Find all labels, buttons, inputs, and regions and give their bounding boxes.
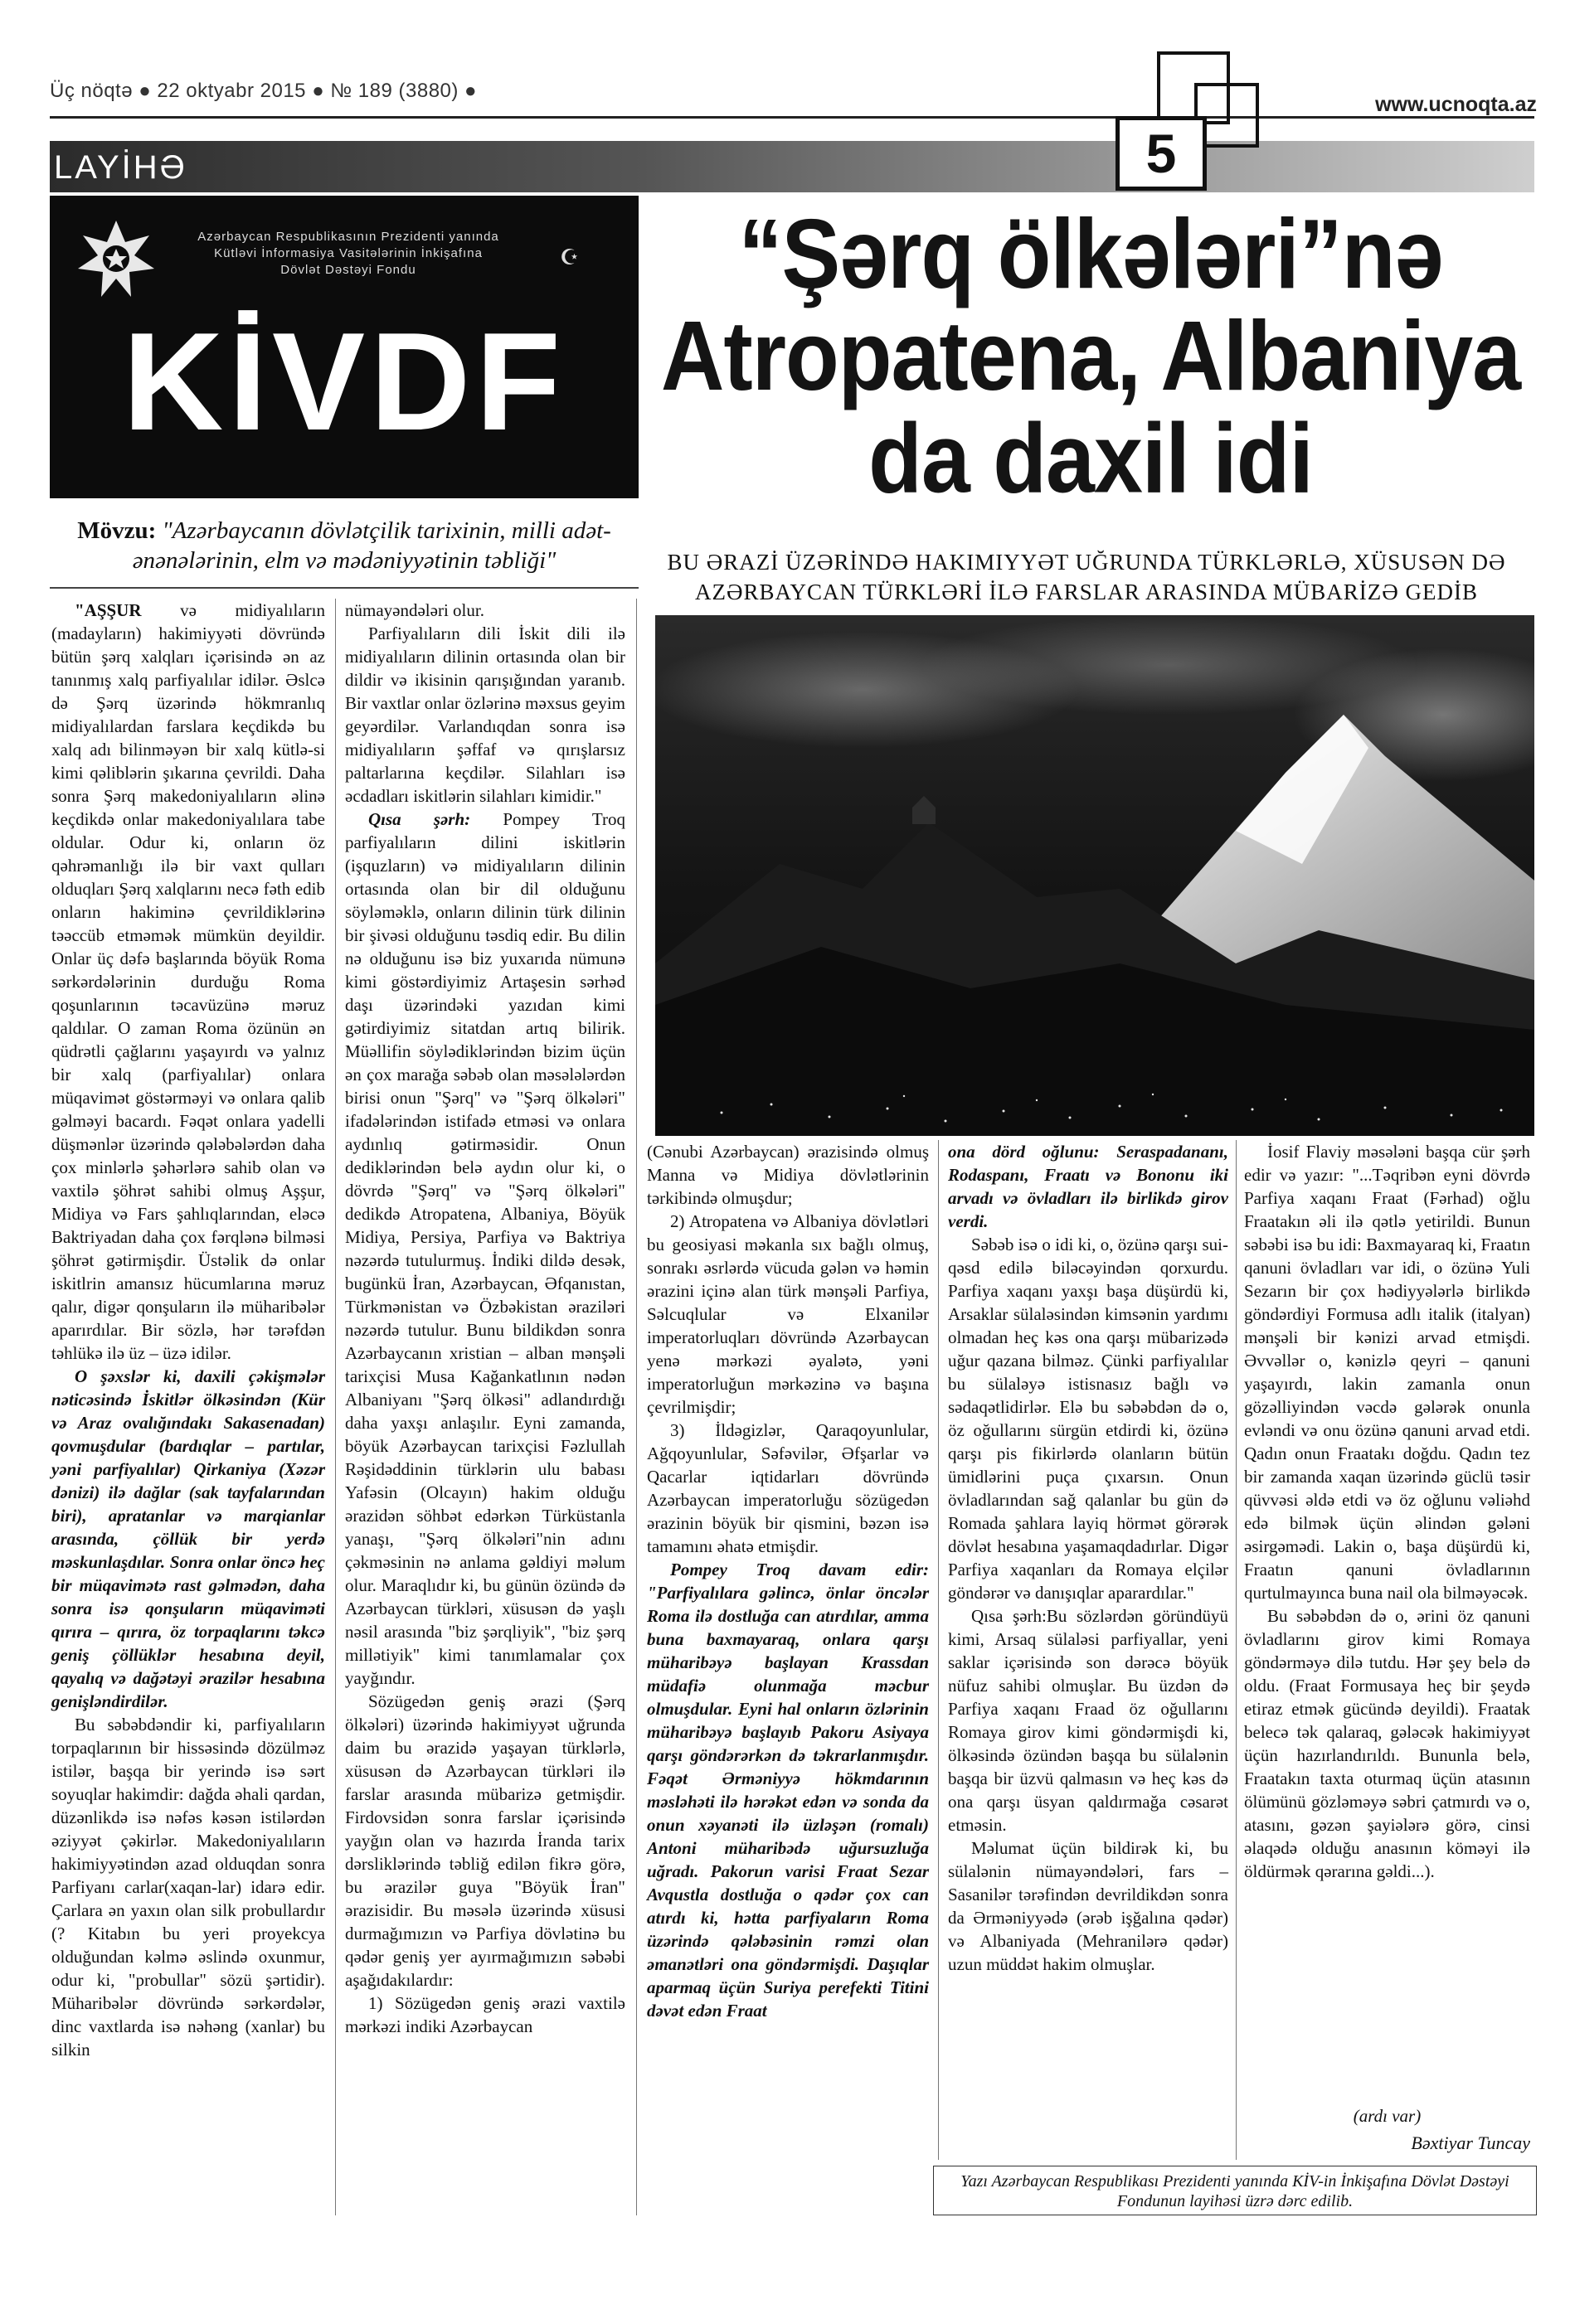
website-link[interactable]: www.ucnoqta.az [1375,93,1537,116]
column-rule [938,1140,939,2160]
star-emblem-icon [75,217,158,300]
fund-description-line: Kütləvi İnformasiya Vasitələrinin İnkişafına [214,246,483,260]
mountain-photo [655,615,1534,1136]
paragraph: Pompey Troq parfiyalıların dilini iskitlərin (işquzların) və midiyalıların dilinin ortasında olan bir dil olduğunu söyləməklə, onların dilinin türk dilinin bir şivəsi olduğunu təsdiq edir. Bu dilin nə olduğunu isə biz yuxarıda nümunə kimi göstərdiyimiz Artaşesin sərhəd daşı üzərindəki yazıdan kimi gətirdiyimiz sitatdan artıq bilirik. Müəllifin söylədiklərindən bizim üçün ən çox marağa səbəb olan məsələlərdən birisi onun "Şərq" və "Şərq ölkələri" ifadələrindən istifadə etməsi və onlara aydınlıq gətirməsidir. Onun dediklərindən belə aydın olur ki, o dövrdə "Şərq" və "Şərq ölkələri" dedikdə Atropatena, Albaniya, Böyük Midiya, Persiya, Parfiya və Baktriya nəzərdə tutulurmuş. İndiki dildə desək, bugünkü İran, Azərbaycan, Əfqanıstan, Türkmənistan və Özbəkistan əraziləri nəzərdə tutulur. Bunu bildikdən sonra Azərbaycanın xristian – alban mənşəli tarixçisi Musa Kağankatlının nədən Albaniyanı "Şərq ölkəsi" adlandırdığı daha yaxşı anlaşılır. Eyni zamanda, böyük Azərbaycan tarixçisi Fəzlullah Rəşidəddinin türklərin ulu babası Yafəsin (Olcayın) hakim olduğu ərazidən söhbət edərkən Türküstanla yanaşı, "Şərq ölkələri"nin adını çəkməsinin nə anlama gəldiyi məlum olur. Maraqlıdır ki, bu günün özündə də Azərbaycan türkləri, xüsusən də yaşlı nəsil arasında "biz şərqliyik", "biz şərq millətiyik" kimi tanımlamalar çox yayğındır. [345,809,625,1688]
paragraph: 2) Atropatena və Albaniya dövlətləri bu geosiyasi məkanla sıx bağlı olmuş, sonrakı əsrlərdə vücuda gələn və həmin ərazini içinə alan türk mənşəli Parfiya, Səlcuqlular və Elxanilər imperatorluqları dövründə Azərbaycan yenə mərkəzi əyalətə, yəni imperatorluğun mərkəzinə və başına çevrilmişdir; [647,1211,929,1417]
top-rule [50,116,1534,119]
footnote: Yazı Azərbaycan Respublikası Prezidenti yanında KİV-in İnkişafına Dövlət Dəstəyi Fondunun layihəsi üzrə dərc edilib. [933,2166,1537,2215]
paragraph: ona dörd oğlunu: Seraspadananı, Rodaspanı, Fraatı və Bononu iki arvadı və övladları ilə birlikdə girov verdi. [948,1142,1228,1231]
fund-description [166,229,531,279]
issue-number: № 189 (3880) [330,80,459,102]
continued-note: (ardı var) [1353,2106,1422,2126]
article-column-2 [345,599,625,2038]
paragraph: Səbəb isə o idi ki, o, özünə qarşı sui-qəsd edilə biləcəyindən qorxurdu. Parfiya xaqanı yaxşı başa düşürdü ki, Arsaklar sülaləsindən kimsənin yardımı olmadan heç kəs ona qarşı mübarizədə uğur qazana bilməz. Çünki parfiyalılar bu sülaləyə istisnasız bağlı və sədaqətlidirlər. Elə bu səbəbdən də o, öz oğullarını sürgün etdirdi ki, özünə qarşı pis fikirlərdə olanların bütün ümidlərini puça çıxarsın. Onun övladlarından sağ qalanlar bu gün də Romada şahlara layiq hörmət görərək dövlət hesabına yaşamaqdadırlar. Digər Parfiya xaqanları da Romaya elçilər göndərər və danışıqlar aparardılar." [948,1235,1228,1603]
column-rule [335,599,336,2215]
article-column-1 [51,599,325,2061]
author-signature: Bəxtiyar Tuncay [1411,2132,1530,2153]
kivdf-logo: KİVDF [123,303,566,459]
mountain-photo-illustration [655,615,1534,1136]
headline-line: da daxil idi [868,403,1313,514]
headline-line: Atropatena, Albaniya [660,301,1521,411]
article-column-5 [1244,1140,1530,1883]
comment-label: Qısa şərh: [368,809,471,829]
topic-text: "Azərbaycanın dövlətçilik tarixinin, milli adət-ənənələrinin, elm və mədəniyyətinin təbliği" [132,517,611,574]
article-column-3 [647,1140,929,2022]
paragraph: Sözügedən geniş ərazi (Şərq ölkələri) üzərində hakimiyyət uğrunda daim bu ərazidə yaşayan türklərlə, xüsusən də Azərbaycan türkləri ilə farslar arasında mübarizə getmişdir. Firdovsidən sonra farslar içərisində yayğın olan və hazırda İranda tarix dərsliklərində təbliğ edilən fikrə görə, bu ərazilər guya "Böyük İran" ərazisidir. Bu məsələ üzərində xüsusi durmağımızın və Parfiya dövlətinə bu qədər geniş yer ayırmağımızın səbəbi aşağıdakılardır: [345,1691,625,1990]
section-tag: LAYİHƏ [54,149,187,186]
fund-description-line: Dövlət Dəstəyi Fondu [280,263,416,277]
issue-date: 22 oktyabr 2015 [157,80,307,102]
article-column-4 [948,1140,1228,1976]
paragraph: Bu səbəbdən də o, ərini öz qanuni övladlarını girov kimi Romaya göndərməyə dilə tutdu. Hər şey belə də oldu. (Fraat Formusaya heç bir şeydə etiraz etmək gücündə deyildi). Fraatak belecə tək qalaraq, gələcək hakimiyyət üçün hazırlandırıldı. Bununla belə, Fraatakın taxta oturmaq üçün atasının ölümünü gözləməyə səbri çatmırdı və o, atasını, gəzən şayiələrə görə, cinsi əlaqədə olduğu anasının köməyi ilə öldürmək qərarına gəldi...). [1244,1606,1530,1881]
section-band [50,141,1534,192]
masthead-line [50,80,477,103]
divider [50,587,639,589]
topic-label: Mövzu: [77,517,157,544]
paragraph: Məlumat üçün bildirək ki, bu sülalənin nümayəndələri, fars – Sasanilər tərəfindən devrildikdən sonra da Ərməniyyədə (ərəb işğalına qədər) və Albaniyada (Mehranilərə qədər) uzun müddət hakim olmuşlar. [948,1838,1228,1974]
paragraph: Parfiyalıların dili İskit dili ilə midiyalıların dilinin ortasında olan bir dildir və ikisinin qarışığından yaranıb. Bir vaxtlar onlar özlərinə məxsus geyim geyərdilər. Varlandıqdan sonra isə midiyalıların şəffaf və qırışlarsız paltarlarına keçdilər. Silahları isə əcdadları iskitlərin silahları kimidir." [345,623,625,806]
paragraph: O şəxslər ki, daxili çəkişmələr nəticəsində İskitlər ölkəsindən (Kür və Araz ovalığındakı Sakasenadan) qovmuşdular (bardıqlar – partılar, yəni parfiyalılar) Qirkaniya (Xəzər dənizi) ilə dağlar (sak tayfalarından biri), apratanlar və marqianlar arasında, çöllük bir yerdə məskunlaşdılar. Sonra onlar öncə heç bir müqavimətə rast gəlmədən, daha sonra isə qonşuların müqaviməti qırıra – qırıra, öz torpaqlarını təkcə geniş çöllüklər hesabına deyil, qayalıq və dağətəyi ərazilər hesabına genişləndirdilər. [51,1366,325,1711]
page-number: 5 [1116,116,1207,191]
fund-description-line: Azərbaycan Respublikasının Prezidenti yanında [197,230,499,244]
paper-name: Üç nöqtə [50,80,134,102]
paragraph: Qısa şərh:Bu sözlərdən göründüyü kimi, Arsaq sülaləsi parfiyallar, yeni saklar içərisində son dərəcə böyük nüfuz sahibi olmuşlar. Bu üzdən də Parfiya xaqanı Fraad öz oğullarını Romaya girov kimi göndərmişdi ki, ölkəsində özündən başqa bu sülalənin başqa bir üzvü qalmasın və heç kəs də ona qarşı üsyan qaldırmağa cəsarət etməsin. [948,1606,1228,1835]
paragraph: Bu səbəbdəndir ki, parfiyalıların torpaqlarının bir hissəsində dözülməz istilər, başqa bir yerində isə sərt soyuqlar hakimdir: dağda əhali qardan, düzənlikdə isə nəfəs kəsən istilərdən əziyyət çəkirlər. Makedoniyalıların hakimiyyətindən azad olduqdan sonra Parfiyanı carlar(xaqan-lar) idarə edir. Çarlara ən yaxın olan silk probullardır (? Kitabın bu yeri proyekcya olduğundan kəlmə əslində oxunmur, odur ki, "probullar" sözü şərtidir). Müharibələr dövründə sərkərdələr, dinc vaxtlarda isə nəhəng (xanlar) bu silkin [51,1715,325,2060]
paragraph: 3) İldəgizlər, Qaraqoyunlular, Ağqoyunlular, Səfəvilər, Əfşarlar və Qacarlar iqtidarları dövründə Azərbaycan imperatorluğu sözügedən ərazinin böyük bir qismini, bəzən isə tamamını əhatə etmişdir. [647,1420,929,1556]
column-rule [1236,1140,1237,2160]
paragraph: 1) Sözügedən geniş ərazi vaxtilə mərkəzi indiki Azərbaycan [345,1993,625,2036]
paragraph: nümayəndələri olur. [345,600,484,620]
paragraph: və midiyalıların (madayların) hakimiyyəti dövründə bütün şərq xalqları içərisində ən az tanınmış xalq parfiyalılar idilər. Əslcə də Şərq üzərində hökmranlıq midiyalılardan farslara keçdikdə bu xalq adı bilinməyən bir xalq kütlə-si kimi qəliblərin şıkarına çevrildi. Daha sonra Şərq makedoniyalıların əlinə keçdikdə onlar makedoniyalılara tabe oldular. Odur ki, onların öz qəhrəmanlığı ilə bir vaxt qulları olduqları Şərq xalqlarını necə fəth edib onların hakiminə çevrildiklərinə təəccüb etməmək mümkün deyildir. Onlar üç dəfə başlarında böyük Roma sərkərdələrinin durduğu Roma qoşunlarının təcavüzünə məruz qaldılar. O zaman Roma özünün ən qüdrətli çağlarını yaşayırdı və yalnız bir xalq (parfiyalılar) onlara müqavimət göstərməyi və onlara qalib gəlməyi bacardı. Fəqət onlara yadelli düşmənlər üzərində qələbələrdən daha çox minlərlə şəhərlərə sahib olan və vaxtilə şöhrət sahibi olmuş Aşşur, Midiya və Fars şahlıqlarından, eləcə Baktriyadan daha çox fərqlənə bilməsi şöhrət gətirmişdir. Üstəlik də onlar iskitlrin amansız hücumlarına məruz qalır, digər qonşuların ilə müharibələr aparırdılar. Bir sözlə, hər tərəfdən təhlükə ilə üz – üzə idilər. [51,600,325,1363]
paragraph: Pompey Troq davam edir: "Parfiyalılara gəlincə, önlar öncələr Roma ilə dostluğa can atırdılar, amma buna baxmayaraq, onlara qarşı müharibəyə başlayan Krassdan müdafiə olunmağa məcbur olmuşdular. Eyni hal onların özlərinin müharibəyə başlayıb Pakoru Asiyaya qarşı göndərərkən də təkrarlanmışdır. Fəqət Ərməniyyə hökmdarının məsləhəti ilə hərəkət edən və sonda da onun xəyanəti ilə üzləşən (romalı) Antoni müharibədə uğursuzluğa uğradı. Pakorun varisi Fraat Sezar Avqustla dostluğa o qədər çox can atırdı ki, hətta parfiyaların Roma üzərində qələbəsinin rəmzi olan əmanətləri ona göndərmişdi. Daşıqlar aparmaq üçün Suriya perefekti Titini dəvət edən Fraat [647,1560,929,2021]
article-lead: "AŞŞUR [75,600,142,620]
crescent-star-icon: ☪ [560,245,580,270]
headline [651,199,1530,514]
headline-line: “Şərq ölkələri”nə [738,199,1443,309]
paragraph: (Cənubi Azərbaycan) ərazisində olmuş Manna və Midiya dövlətlərinin tərkibində olmuşdur; [647,1142,929,1208]
column-rule [636,599,637,2215]
bullet-icon: ● [464,80,478,102]
bullet-icon: ● [312,80,331,102]
paragraph: İosif Flaviy məsələni başqa cür şərh edir və yazır: "...Təqribən eyni dövrdə Parfiya xaqanı Fraat (Fərhad) oğlu Fraatakın əli ilə qətlə yetirildi. Bunun səbəbi isə bu idi: Baxmayaraq ki, Fraatın qanuni övladları var idi, o özünə Yuli Sezarın bir çox hədiyyələrlə birlikdə göndərdiyi Formusa adlı italik (italyan) mənşəli bir kənizi arvad etmişdi. Əvvəllər o, kənizlə qeyri – qanuni yaşayırdı, lakin zamanla onun gözəlliyindən vəcdə gələrək onunla evləndi və onu özünə qanuni arvad etdi. Qadın onun Fraatakı doğdu. Qadın tez bir zamanda xaqan üzərində güclü təsir qüvvəsi əldə etdi və öz oğlunu vəliəhd edə bilmək üçün əlindən gələni əsirgəmədi. Lakin o, başa düşürdü ki, Fraatın qanuni övladlarının qurtulmayınca buna nail ola bilməyəcək. [1244,1142,1530,1603]
subheadline: BU ƏRAZİ ÜZƏRİNDƏ HAKIMIYYƏT UĞRUNDA TÜRKLƏRLƏ, XÜSUSƏN DƏ AZƏRBAYCAN TÜRKLƏRİ İLƏ FARSLAR ARASINDA MÜBARİZƏ GEDİB [667,550,1506,604]
topic-line [50,516,639,575]
bullet-icon: ● [139,80,158,102]
